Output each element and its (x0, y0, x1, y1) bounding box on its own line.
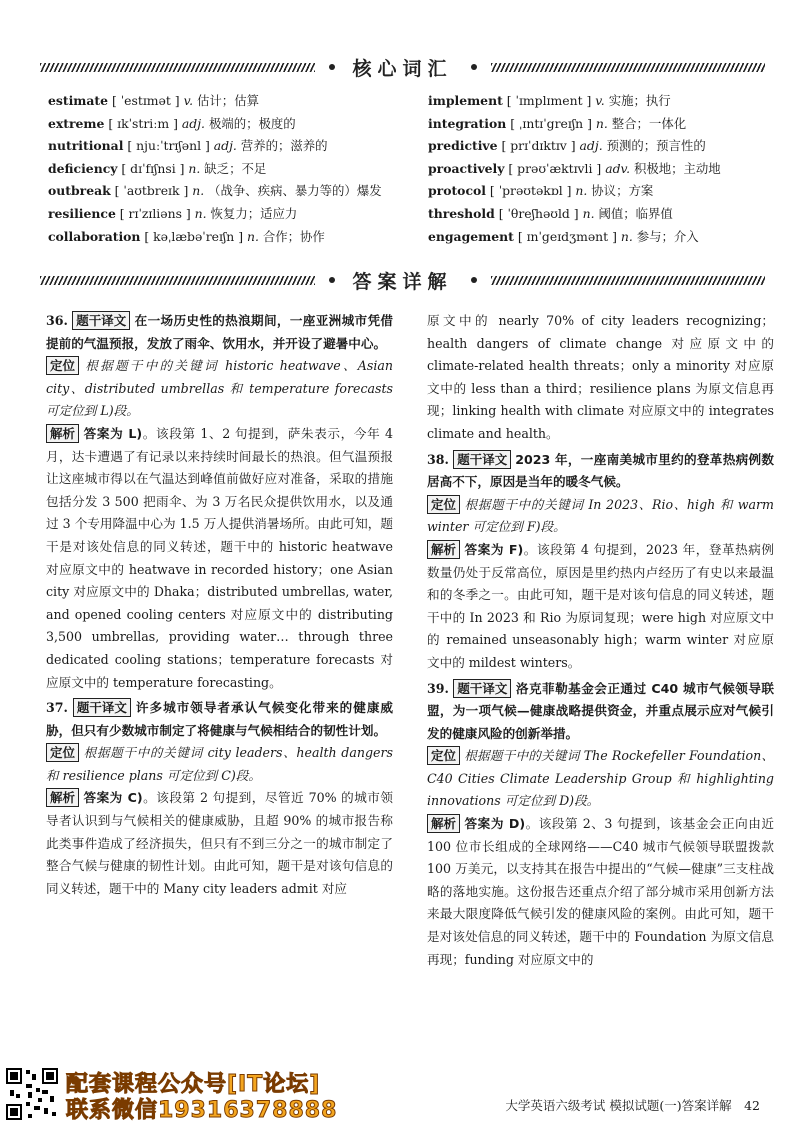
vocab-entry: engagement [ ɪnˈgeɪdʒmənt ] n. 参与；介入 (428, 228, 699, 244)
hatch-divider (40, 276, 315, 285)
answers-column-left (46, 310, 393, 903)
translate-tag: 题干译文 (453, 679, 511, 698)
qr-code-icon (4, 1066, 60, 1122)
vocab-entry: resilience [ rɪˈzɪliəns ] n. 恢复力；适应力 (48, 205, 298, 221)
locate-tag: 定位 (46, 356, 79, 375)
section-header-vocab (40, 54, 765, 80)
analysis-tag: 解析 (46, 424, 79, 443)
question-37: 37. 题干译文 许多城市领导者承认气候变化带来的健康威胁，但只有少数城市制定了将健康与气候相结合的韧性计划。 定位 根据题干中的关键词 city leaders、health dangers 和 resilience plans 可定位到 C)段。 解析 答案为 C)。该段第 2 句提到，尽管近 70% 的城市领导者认识到与气候相关的健康威胁，且超 90% 的城市报告称此类事件造成了经济损失，但只有不到三分之一的城市制定了整合气候与健康的韧性计划。由此可知，题干是对该句信息的同义转述，题干中的 Many city leaders admit 对应 (46, 700, 393, 896)
vocab-entry: protocol [ ˈprəʊtəkɒl ] n. 协议；方案 (428, 183, 654, 199)
vocab-entry: nutritional [ njuːˈtrɪʃənl ] adj. 营养的；滋养的 (48, 138, 328, 154)
answers-column-right (427, 310, 774, 974)
bullet-dot (471, 277, 477, 283)
question-37-continued: 原文中的 nearly 70% of city leaders recognizing；health dangers of climate change 对应原文中的 climate-related health threats；only a minority 对应原文中的 less than a third；resilience plans 为原文信息再现；linking health with climate 对应原文中的 integrates climate and health。 (427, 313, 774, 441)
question-38: 38. 题干译文 2023 年，一座南美城市里约的登革热病例数居高不下，原因是当年的暖冬气候。 定位 根据题干中的关键词 In 2023、Rio、high 和 warm winter 可定位到 F)段。 解析 答案为 F)。该段第 4 句提到，2023 年，登革热病例数量仍处于反常高位，原因是里约热内卢经历了有史以来最温和的冬季之一。由此可知，题干是对该句信息的同义转述，题干中的 In 2023 和 Rio 为原词复现；were high 对应原文中的 remained unseasonably high；warm winter 对应原文中的 mildest winters。 (427, 451, 775, 670)
analysis-tag: 解析 (427, 814, 460, 833)
analysis-tag: 解析 (427, 540, 460, 559)
vocab-entry: integration [ ˌɪntɪˈgreɪʃn ] n. 整合；一体化 (428, 115, 687, 131)
vocab-entry: collaboration [ kəˌlæbəˈreɪʃn ] n. 合作；协作 (48, 228, 325, 244)
vocab-entry: implement [ ˈɪmplɪment ] v. 实施；执行 (428, 93, 671, 108)
vocab-entry: deficiency [ dɪˈfɪʃnsi ] n. 缺乏；不足 (48, 160, 267, 176)
translate-tag: 题干译文 (73, 698, 131, 717)
watermark-line-1: 配套课程公众号[IT论坛] (66, 1072, 321, 1097)
analysis-tag: 解析 (46, 788, 79, 807)
locate-tag: 定位 (427, 746, 460, 765)
page-footer: 大学英语六级考试 模拟试题(一)答案详解 42 (505, 1098, 760, 1113)
hatch-divider (491, 63, 766, 72)
vocab-entry: estimate [ ˈestɪmət ] v. 估计；估算 (48, 93, 259, 108)
locate-tag: 定位 (46, 743, 79, 762)
hatch-divider (40, 63, 315, 72)
vocab-entry: outbreak [ ˈaʊtbreɪk ] n. （战争、疾病、暴力等的）爆发 (48, 183, 382, 199)
bullet-dot (329, 277, 335, 283)
translate-tag: 题干译文 (72, 311, 130, 330)
locate-tag: 定位 (427, 495, 460, 514)
bullet-dot (329, 64, 335, 70)
vocab-list-right (428, 90, 721, 248)
watermark-line-2: 联系微信19316378888 (66, 1098, 338, 1123)
question-39: 39. 题干译文 洛克菲勒基金会正通过 C40 城市气候领导联盟，为一项气候—健康战略提供资金，并重点展示应对气候引发的健康风险的创新举措。 定位 根据题干中的关键词 The Rockefeller Foundation、C40 Cities Climate Leadership Group 和 highlighting innovations 可定位到 D)段。 解析 答案为 D)。该段第 2、3 句提到，该基金会正向由近 100 位市长组成的全球网络——C40 城市气候领导联盟拨款 100 万美元，以支持其在报告中提出的“气候—健康”三支柱战略的落地实施。这份报告还重点介绍了部分城市采用创新方法来最大限度降低气候引发的健康风险的案例。由此可知，题干是对该处信息的同义转述，题干中的 Foundation 为原文信息再现；funding 对应原文中的 (427, 680, 774, 967)
section-title-vocab: 核心词汇 (352, 57, 453, 80)
bullet-dot (471, 64, 477, 70)
section-title-answers: 答案详解 (352, 270, 453, 293)
vocab-list-left (48, 90, 382, 248)
question-36: 36. 题干译文 在一场历史性的热浪期间，一座亚洲城市凭借提前的气温预报，发放了雨伞、饮用水，并开设了避暑中心。 定位 根据题干中的关键词 historic heatwave、Asian city、distributed umbrellas 和 temperature forecasts 可定位到 L)段。 解析 答案为 L)。该段第 1、2 句提到，萨朱表示，今年 4 月，达卡遭遇了有记录以来持续时间最长的热浪。但气温预报让这座城市得以在气温达到峰值前做好应对准备，采取的措施包括分发 3 500 把雨伞、为 3 万名民众提供饮用水，以及通过 3 个专用降温中心为 1.5 万人提供消暑场所。由此可知，题干是对该处信息的同义转述，题干中的 historic heatwave 对应原文中的 heatwave in recorded history；one Asian city 对应原文中的 Dhaka；distributed umbrellas, water, and opened cooling centers 对应原文中的 distributing 3,500 umbrellas, providing water… through three dedicated cooling stations；temperature forecasts 对应原文中的 temperature forecasting。 (46, 313, 394, 690)
section-header-answers (40, 267, 765, 293)
translate-tag: 题干译文 (453, 450, 511, 469)
vocab-entry: proactively [ prəʊˈæktɪvli ] adv. 积极地；主动地 (428, 160, 721, 176)
vocab-entry: threshold [ ˈθreʃhəʊld ] n. 阈值；临界值 (428, 205, 673, 221)
hatch-divider (491, 276, 766, 285)
vocab-entry: extreme [ ɪkˈstriːm ] adj. 极端的；极度的 (48, 115, 296, 131)
vocab-entry: predictive [ prɪˈdɪktɪv ] adj. 预测的；预言性的 (428, 138, 706, 154)
